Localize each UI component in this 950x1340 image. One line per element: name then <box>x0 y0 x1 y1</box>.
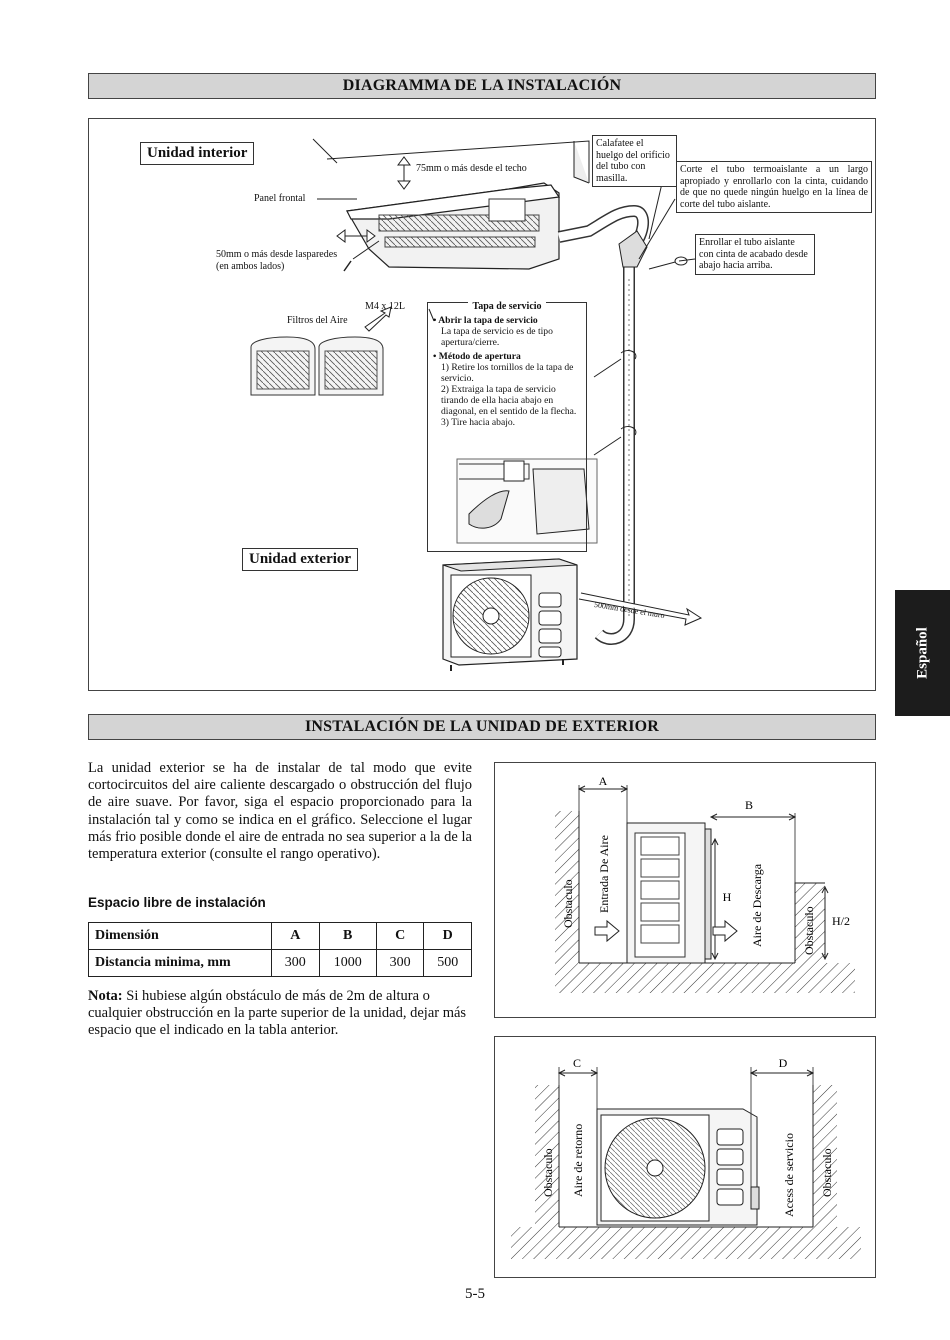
wrap-tube-note: Enrollar el tubo aislante con cinta de acabado desde abajo hacia arriba. <box>695 234 815 275</box>
table-header-row <box>89 923 472 950</box>
service-cover-box: Tapa de servicio • Abrir la tapa de servicio La tapa de servicio es de tipo apertura/cierre. • Método de apertura 1) Retire los tornillos de la tapa de servicio. 2) Extraiga la tapa de servicio tirando de ella hacia abajo en diagonal, en el sentido de la flecha. 3) Tire hacia abajo. <box>427 302 587 552</box>
section-title-outdoor: INSTALACIÓN DE LA UNIDAD DE EXTERIOR <box>88 714 876 740</box>
table-header-cell: A <box>272 923 320 950</box>
table-header-label: Dimensión <box>89 923 272 950</box>
table-cell: 300 <box>376 950 424 977</box>
table-row <box>89 950 472 977</box>
clearance-table <box>88 922 472 977</box>
clearance-note <box>88 988 472 1040</box>
section-title-diagram: DIAGRAMMA DE LA INSTALACIÓN <box>88 73 876 99</box>
table-cell: 300 <box>272 950 320 977</box>
clearance-heading: Espacio libre de instalación <box>88 895 266 910</box>
dim-d-label: D <box>778 1056 788 1070</box>
table-cell: 1000 <box>319 950 376 977</box>
air-discharge-label: Aire de Descarga <box>750 863 764 947</box>
table-row-label: Distancia minima, mm <box>89 950 272 977</box>
language-tab-label: Español <box>914 627 930 679</box>
wall-clearance-note: 50mm o más desde lasparedes <box>216 249 338 260</box>
language-tab <box>895 590 950 716</box>
obstacle-right-label: Obstaculo <box>802 906 816 955</box>
installation-diagram <box>88 118 876 691</box>
air-filters-label: Filtros del Aire <box>287 315 348 326</box>
wall-distance-label: 500mm desde el muro <box>593 599 666 621</box>
outdoor-intro-paragraph: La unidad exterior se ha de instalar de tal modo que evite cortocircuitos del aire caliente descargado o obstrucción del flujo de aire suave. Por favor, siga el espacio proporcionado para la instalación tal y como se indica en el gráfico. Seleccione el lugar más frio posible donde el aire de entrada no sea superior a la de la temperatura exterior (consulte el rango operativo). <box>88 760 472 863</box>
half-height-label: H/2 <box>832 914 850 928</box>
service-cover-title: Tapa de servicio <box>468 301 545 312</box>
indoor-unit-label: Unidad interior <box>140 142 254 165</box>
caulk-note: Calafatee el huelgo del orificio del tubo con masilla. <box>592 135 677 187</box>
open-cover-heading: Abrir la tapa de servicio <box>438 315 538 326</box>
ceiling-clearance-note: 75mm o más desde el techo <box>416 163 527 174</box>
opening-step-1: 1) Retire los tornillos de la tapa de servicio. <box>441 362 574 384</box>
front-clearance-drawing <box>495 1037 875 1277</box>
opening-step-2: 2) Extraiga la tapa de servicio tirando de ella hacia abajo en diagonal, en el sentido de la flecha. <box>441 384 577 417</box>
front-clearance-diagram <box>494 1036 876 1278</box>
return-air-label: Aire de retorno <box>571 1123 585 1197</box>
table-cell: 500 <box>424 950 472 977</box>
obstacle-right-label: Obstaculo <box>820 1148 834 1197</box>
side-clearance-drawing <box>495 763 875 1017</box>
outdoor-unit-label: Unidad exterior <box>242 548 358 571</box>
cut-insulation-note: Corte el tubo termoaislante a un largo apropiado y enrollarlo con la cinta, cuidando de que no quede ningún huelgo en la línea de corte del tubo aislante. <box>676 161 872 213</box>
front-panel-label: Panel frontal <box>254 193 306 204</box>
table-header-cell: D <box>424 923 472 950</box>
obstacle-left-label: Obstaculo <box>561 879 575 928</box>
height-label: H <box>722 890 732 904</box>
open-cover-text: La tapa de servicio es de tipo apertura/cierre. <box>441 326 553 348</box>
obstacle-left-label: Obstaculo <box>541 1148 555 1197</box>
table-header-cell: B <box>319 923 376 950</box>
side-clearance-diagram <box>494 762 876 1018</box>
screw-size-label: M4 x 12L <box>365 301 405 312</box>
wall-clearance-note-2: (en ambos lados) <box>216 261 285 272</box>
opening-method-heading: Método de apertura <box>438 351 521 362</box>
dim-c-label: C <box>572 1056 582 1070</box>
page-number: 5-5 <box>465 1286 485 1302</box>
table-header-cell: C <box>376 923 424 950</box>
service-access-label: Acess de servicio <box>782 1133 796 1217</box>
dim-b-label: B <box>744 798 754 812</box>
note-label: Nota: <box>88 988 123 1004</box>
dim-a-label: A <box>598 774 608 788</box>
opening-step-3: 3) Tire hacia abajo. <box>441 417 516 428</box>
note-text: Si hubiese algún obstáculo de más de 2m de altura o cualquier obstrucción en la parte superior de la unidad, dejar más espacio que el indicado en la tabla anterior. <box>88 988 467 1039</box>
air-intake-label: Entrada De Aire <box>597 835 611 913</box>
